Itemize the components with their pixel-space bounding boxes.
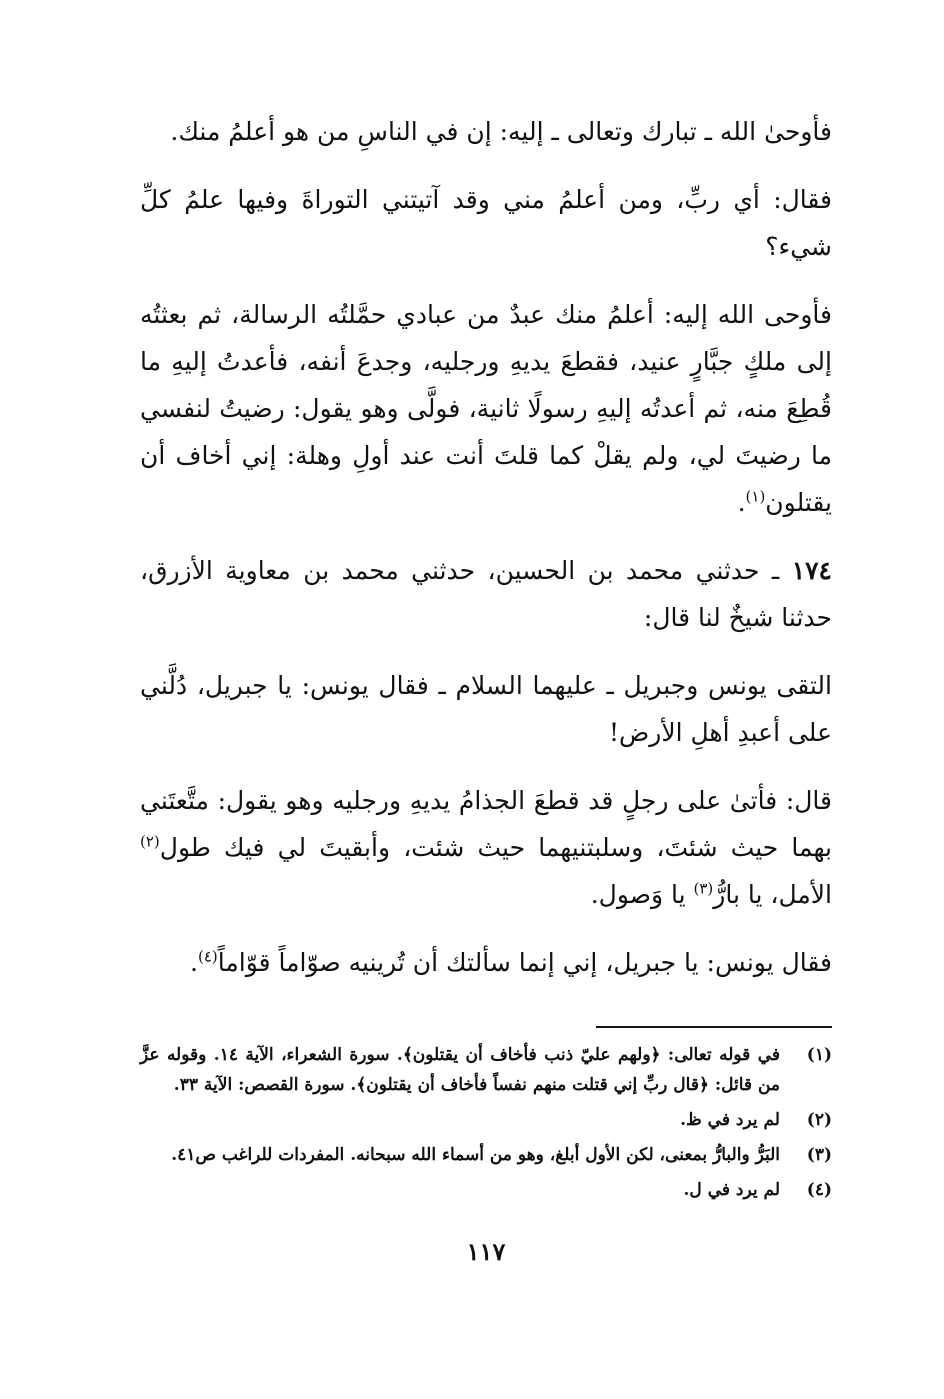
paragraph — [140, 108, 832, 155]
footnote-number: (٣) — [806, 1145, 832, 1165]
paragraph-text: فقال يونس: يا جبريل، إني إنما سألتك أن تُرينيه صوّاماً قوّاماً — [217, 948, 832, 977]
footnote — [140, 1140, 832, 1170]
footnote-ref: (٣) — [693, 879, 714, 898]
footnote-number: (٢) — [806, 1110, 832, 1130]
paragraph-text: فأوحىٰ الله ـ تبارك وتعالى ـ إليه: إن في الناسِ من هو أعلمُ منك. — [170, 117, 832, 146]
paragraph-tail: يا وَصول. — [590, 880, 694, 909]
paragraph-text: ـ حدثني محمد بن الحسين، حدثني محمد بن معاوية الأزرق، حدثنا شيخٌ لنا قال: — [140, 556, 832, 632]
footnote-ref: (١) — [745, 487, 766, 506]
footnote — [140, 1040, 832, 1100]
paragraph — [140, 777, 832, 918]
paragraph-text: فأوحى الله إليه: أعلمُ منك عبدٌ من عبادي حمَّلتُه الرسالة، ثم بعثتُه إلى ملكٍ جبَّارٍ عنيد، فقطعَ يديهِ ورجليه، وجدعَ أنفه، فأعدتُ إليهِ ما قُطِعَ منه، ثم أعدتُه إليهِ رسولًا ثانية، فولَّى وهو يقول: رضيتُ لنفسي ما رضيتَ لي، ولم يقلْ كما قلتَ أنت عند أولِ وهلة: إني أخاف أن يقتلون — [140, 300, 832, 517]
paragraph-text: التقى يونس وجبريل ـ عليهما السلام ـ فقال يونس: يا جبريل، دُلَّني على أعبدِ أهلِ الأرض! — [140, 671, 832, 747]
paragraph-text-continued: الأمل، يا بارُّ — [713, 880, 832, 909]
page-number: ١١٧ — [466, 1237, 506, 1266]
paragraph-text: فقال: أي ربِّ، ومن أعلمُ مني وقد آتيتني التوراةَ وفيها علمُ كلِّ شيء؟ — [140, 185, 832, 261]
paragraph — [140, 939, 832, 986]
footnote — [140, 1105, 832, 1135]
footnote-number: (١) — [806, 1045, 832, 1065]
paragraph-tail: . — [737, 488, 746, 517]
footnote-ref: (٤) — [197, 947, 218, 966]
footnote-text: لم يرد في ل. — [683, 1180, 780, 1200]
footnote-number: (٤) — [806, 1180, 832, 1200]
paragraph — [140, 291, 832, 526]
footnote-text: البَرُّ والبارُّ بمعنى، لكن الأول أبلغ، وهو من أسماء الله سبحانه. المفردات للراغب ص٤١. — [171, 1145, 780, 1165]
footnote-divider — [596, 1026, 832, 1028]
paragraph-text: قال: فأتىٰ على رجلٍ قد قطعَ الجذامُ يديهِ ورجليه وهو يقول: متَّعتَني بهما حيث شئتَ، وسلبتنيهما حيث شئت، وأبقيتَ لي فيك طول — [140, 786, 832, 862]
paragraph-tail: . — [190, 948, 198, 977]
paragraph — [140, 662, 832, 756]
book-page — [140, 108, 832, 1266]
footnotes — [140, 1040, 832, 1205]
footnote-text: في قوله تعالى: ﴿ولهم عليّ ذنب فأخاف أن يقتلون﴾. سورة الشعراء، الآية ١٤. وقوله عزَّ من قائل: ﴿قال ربِّ إني قتلت منهم نفساً فأخاف أن يقتلون﴾. سورة القصص: الآية ٣٣. — [140, 1045, 780, 1095]
footnote — [140, 1175, 832, 1205]
hadith-number: ١٧٤ — [791, 556, 832, 585]
paragraph — [140, 176, 832, 270]
footnote-text: لم يرد في ظ. — [680, 1110, 780, 1130]
paragraph — [140, 547, 832, 641]
main-text — [140, 108, 832, 986]
footnote-ref: (٢) — [140, 832, 160, 851]
